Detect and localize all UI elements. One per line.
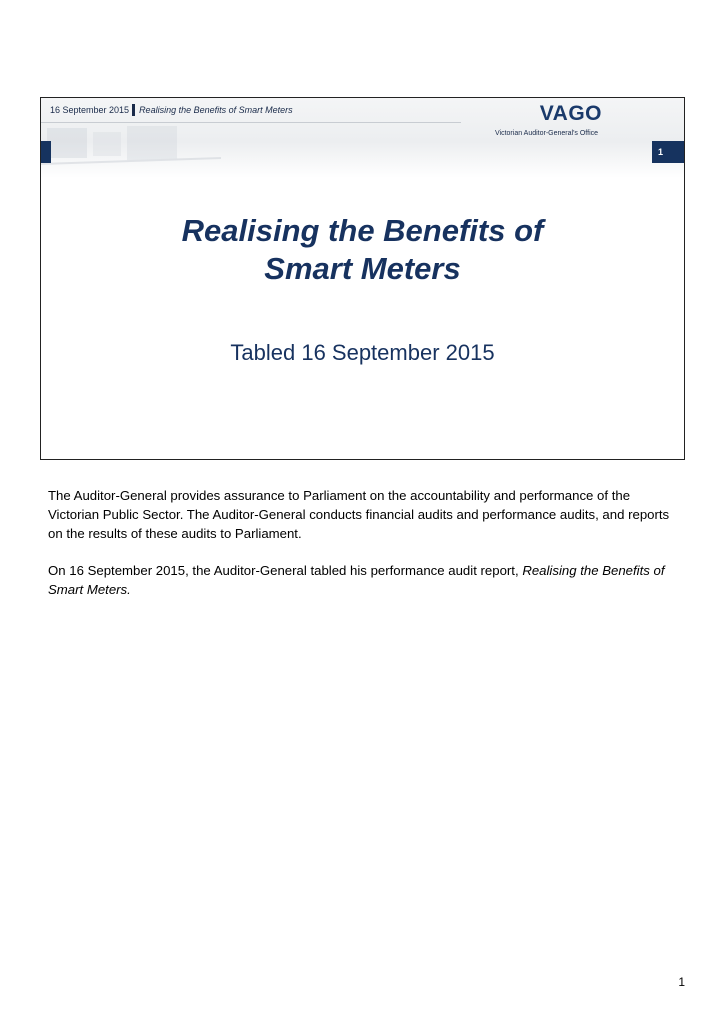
vago-logo [540, 102, 602, 126]
notes-paragraph-2 [48, 561, 678, 599]
slide-topic: Realising the Benefits of Smart Meters [139, 105, 293, 115]
slide-title-line-1: Realising the Benefits of [181, 213, 544, 248]
report-title: Realising the Benefits of Smart Meters. [48, 563, 665, 597]
header-separator [132, 104, 135, 116]
slide-title-line-2: Smart Meters [264, 251, 461, 286]
header-divider [41, 122, 461, 123]
slide-title [41, 212, 684, 288]
slide-thumbnail [40, 97, 685, 460]
slide-number: 1 [658, 147, 664, 157]
speaker-notes [48, 486, 678, 617]
slide-header-meta [50, 104, 293, 116]
slide-subtitle: Tabled 16 September 2015 [230, 340, 495, 365]
slide-date: 16 September 2015 [50, 105, 130, 115]
page-number: 1 [678, 975, 685, 989]
notes-paragraph-2-text: On 16 September 2015, the Auditor-General tabled his performance audit report, [48, 563, 523, 578]
left-accent-tab [41, 141, 51, 163]
logo-mark: VAGO [539, 102, 602, 125]
notes-paragraph-1: The Auditor-General provides assurance to Parliament on the accountability and performance of the Victorian Public Sector. The Auditor-General conducts financial audits and performance audits, and reports on the results of these audits to Parliament. [48, 488, 670, 541]
slide-number-tab [652, 141, 684, 163]
logo-subtitle: Victorian Auditor-General's Office [495, 130, 599, 137]
